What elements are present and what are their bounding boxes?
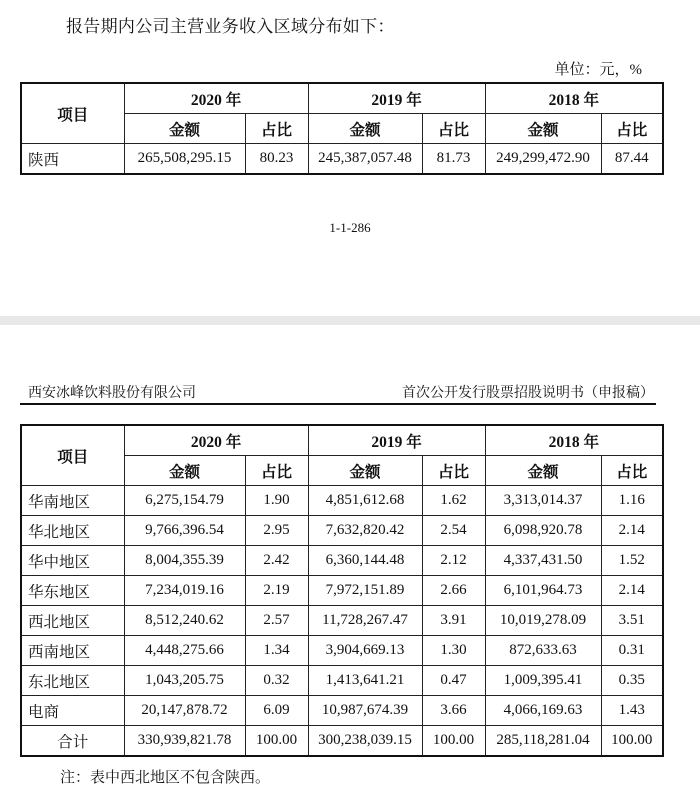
- year-header: 2019 年: [308, 425, 485, 456]
- amount-header: 金额: [485, 456, 601, 486]
- shaanxi-revenue-table: [20, 82, 664, 175]
- amount-cell: 6,098,920.78: [485, 516, 601, 546]
- year-header: 2018 年: [485, 425, 663, 456]
- amount-cell: 3,313,014.37: [485, 486, 601, 516]
- ratio-header: 占比: [422, 114, 485, 144]
- ratio-cell: 0.47: [422, 666, 485, 696]
- total-label: 合计: [21, 726, 124, 757]
- region-label: 电商: [21, 696, 124, 726]
- amount-cell: 245,387,057.48: [308, 144, 422, 175]
- document-title: 首次公开发行股票招股说明书（申报稿）: [402, 386, 654, 401]
- item-header: 项目: [21, 425, 124, 486]
- year-header: 2019 年: [308, 83, 485, 114]
- region-label: 西北地区: [21, 606, 124, 636]
- ratio-cell: 2.54: [422, 516, 485, 546]
- amount-cell: 4,066,169.63: [485, 696, 601, 726]
- ratio-cell: 1.90: [245, 486, 308, 516]
- ratio-cell: 2.42: [245, 546, 308, 576]
- amount-cell: 1,413,641.21: [308, 666, 422, 696]
- ratio-cell: 1.30: [422, 636, 485, 666]
- document-page-1: [0, 0, 700, 316]
- amount-cell: 10,019,278.09: [485, 606, 601, 636]
- year-header: 2020 年: [124, 83, 308, 114]
- amount-cell: 7,234,019.16: [124, 576, 245, 606]
- ratio-cell: 1.62: [422, 486, 485, 516]
- regional-revenue-table: [20, 424, 664, 757]
- ratio-cell: 0.32: [245, 666, 308, 696]
- region-label: 西南地区: [21, 636, 124, 666]
- table-row: [21, 696, 663, 726]
- amount-cell: 8,512,240.62: [124, 606, 245, 636]
- ratio-header: 占比: [245, 456, 308, 486]
- amount-cell: 11,728,267.47: [308, 606, 422, 636]
- running-header: [20, 381, 656, 405]
- table-footnote: 注：表中西北地区不包含陕西。: [60, 770, 271, 786]
- region-label: 陕西: [21, 144, 124, 175]
- document-page-2: [0, 325, 700, 790]
- ratio-cell: 3.51: [601, 606, 663, 636]
- ratio-header: 占比: [601, 456, 663, 486]
- ratio-cell: 100.00: [422, 726, 485, 757]
- ratio-cell: 1.52: [601, 546, 663, 576]
- amount-cell: 3,904,669.13: [308, 636, 422, 666]
- amount-cell: 249,299,472.90: [485, 144, 601, 175]
- table-row: [21, 636, 663, 666]
- amount-cell: 7,632,820.42: [308, 516, 422, 546]
- table-row: [21, 144, 663, 175]
- region-label: 东北地区: [21, 666, 124, 696]
- ratio-cell: 1.34: [245, 636, 308, 666]
- table-row: [21, 576, 663, 606]
- table-row: [21, 606, 663, 636]
- ratio-cell: 6.09: [245, 696, 308, 726]
- amount-header: 金额: [308, 456, 422, 486]
- ratio-cell: 2.12: [422, 546, 485, 576]
- ratio-cell: 2.14: [601, 516, 663, 546]
- ratio-cell: 100.00: [245, 726, 308, 757]
- ratio-header: 占比: [422, 456, 485, 486]
- item-header: 项目: [21, 83, 124, 144]
- amount-header: 金额: [485, 114, 601, 144]
- amount-cell: 6,275,154.79: [124, 486, 245, 516]
- amount-cell: 9,766,396.54: [124, 516, 245, 546]
- ratio-cell: 1.16: [601, 486, 663, 516]
- ratio-header: 占比: [245, 114, 308, 144]
- amount-header: 金额: [124, 456, 245, 486]
- amount-cell: 10,987,674.39: [308, 696, 422, 726]
- company-name: 西安冰峰饮料股份有限公司: [28, 386, 196, 401]
- ratio-header: 占比: [601, 114, 663, 144]
- intro-text: 报告期内公司主营业务收入区域分布如下：: [66, 17, 395, 36]
- amount-cell: 4,851,612.68: [308, 486, 422, 516]
- page-separator: [0, 316, 700, 325]
- ratio-cell: 2.19: [245, 576, 308, 606]
- amount-cell: 330,939,821.78: [124, 726, 245, 757]
- ratio-cell: 80.23: [245, 144, 308, 175]
- amount-cell: 300,238,039.15: [308, 726, 422, 757]
- ratio-cell: 3.66: [422, 696, 485, 726]
- amount-cell: 1,009,395.41: [485, 666, 601, 696]
- region-label: 华东地区: [21, 576, 124, 606]
- amount-header: 金额: [308, 114, 422, 144]
- table-row: [21, 486, 663, 516]
- ratio-cell: 0.31: [601, 636, 663, 666]
- ratio-cell: 2.95: [245, 516, 308, 546]
- ratio-cell: 100.00: [601, 726, 663, 757]
- amount-cell: 1,043,205.75: [124, 666, 245, 696]
- page-number: 1-1-286: [329, 220, 371, 235]
- year-header: 2018 年: [485, 83, 663, 114]
- amount-cell: 265,508,295.15: [124, 144, 245, 175]
- amount-cell: 4,448,275.66: [124, 636, 245, 666]
- amount-cell: 7,972,151.89: [308, 576, 422, 606]
- ratio-cell: 0.35: [601, 666, 663, 696]
- region-label: 华北地区: [21, 516, 124, 546]
- amount-cell: 4,337,431.50: [485, 546, 601, 576]
- ratio-cell: 1.43: [601, 696, 663, 726]
- amount-cell: 20,147,878.72: [124, 696, 245, 726]
- amount-cell: 6,101,964.73: [485, 576, 601, 606]
- ratio-cell: 87.44: [601, 144, 663, 175]
- ratio-cell: 3.91: [422, 606, 485, 636]
- ratio-cell: 81.73: [422, 144, 485, 175]
- amount-header: 金额: [124, 114, 245, 144]
- ratio-cell: 2.14: [601, 576, 663, 606]
- table-row: [21, 546, 663, 576]
- table-row: [21, 666, 663, 696]
- amount-cell: 8,004,355.39: [124, 546, 245, 576]
- ratio-cell: 2.66: [422, 576, 485, 606]
- ratio-cell: 2.57: [245, 606, 308, 636]
- unit-label: 单位：元，%: [554, 62, 642, 78]
- amount-cell: 285,118,281.04: [485, 726, 601, 757]
- amount-cell: 6,360,144.48: [308, 546, 422, 576]
- region-label: 华中地区: [21, 546, 124, 576]
- total-row: [21, 726, 663, 757]
- year-header: 2020 年: [124, 425, 308, 456]
- region-label: 华南地区: [21, 486, 124, 516]
- amount-cell: 872,633.63: [485, 636, 601, 666]
- table-row: [21, 516, 663, 546]
